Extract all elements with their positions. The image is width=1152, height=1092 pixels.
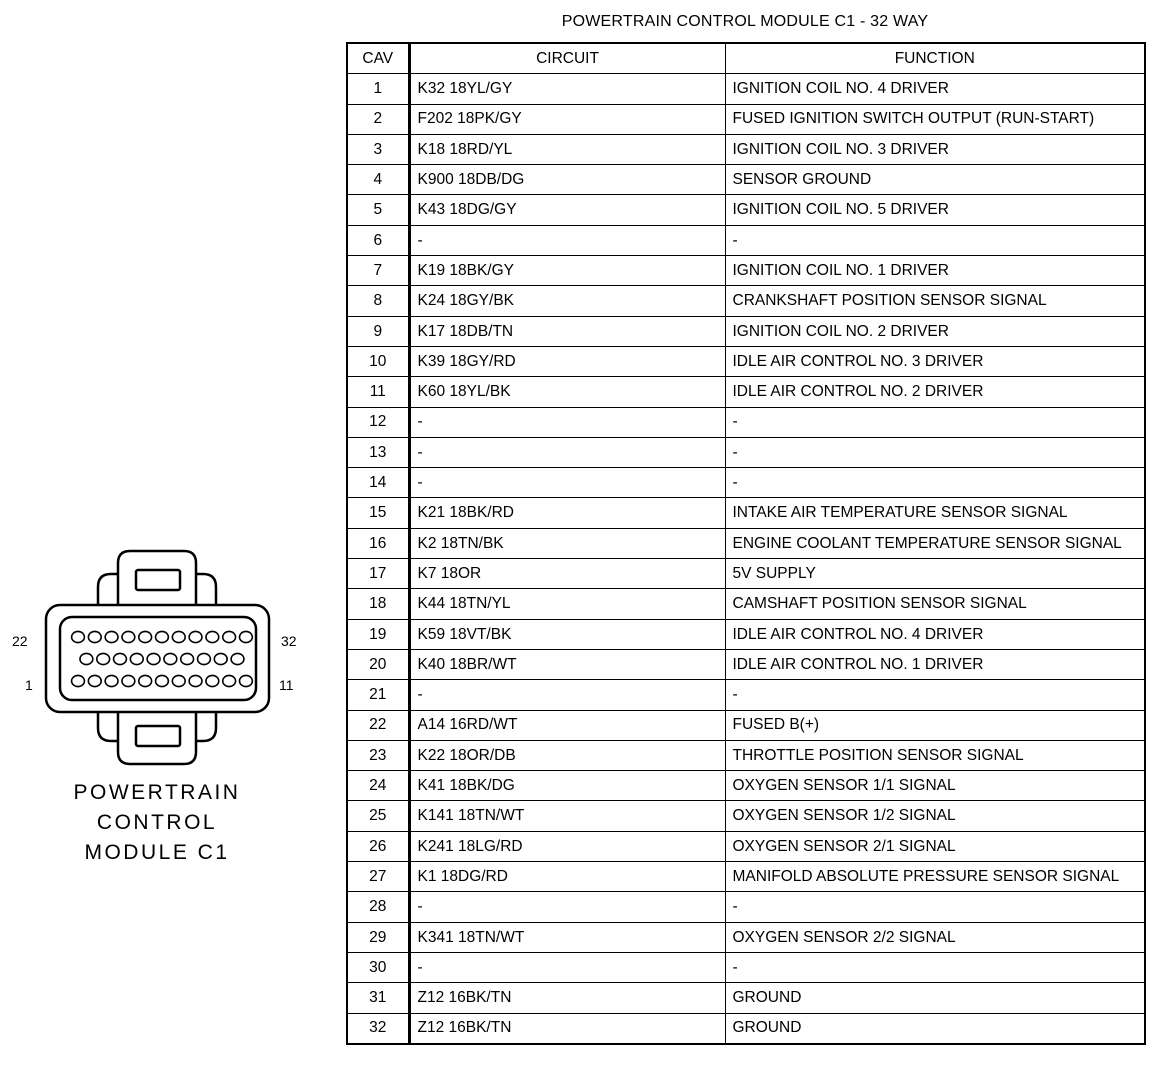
table-row bbox=[347, 710, 1145, 740]
connector-bottom-slot bbox=[136, 726, 180, 746]
cav-cell: 28 bbox=[347, 892, 409, 922]
table-row bbox=[347, 952, 1145, 982]
cav-cell: 5 bbox=[347, 195, 409, 225]
table-row bbox=[347, 771, 1145, 801]
table-row bbox=[347, 983, 1145, 1013]
connector-pin bbox=[164, 653, 177, 664]
cav-cell: 8 bbox=[347, 286, 409, 316]
connector-pin bbox=[231, 653, 244, 664]
table-row bbox=[347, 862, 1145, 892]
table-row bbox=[347, 104, 1145, 134]
cav-cell: 1 bbox=[347, 74, 409, 104]
table-row bbox=[347, 407, 1145, 437]
circuit-cell: - bbox=[409, 680, 725, 710]
connector-diagram bbox=[0, 530, 320, 775]
connector-top-latch bbox=[118, 551, 196, 605]
function-cell: CAMSHAFT POSITION SENSOR SIGNAL bbox=[725, 589, 1145, 619]
connector-pin bbox=[80, 653, 93, 664]
table-row bbox=[347, 922, 1145, 952]
cav-cell: 6 bbox=[347, 225, 409, 255]
cav-cell: 27 bbox=[347, 862, 409, 892]
function-cell: MANIFOLD ABSOLUTE PRESSURE SENSOR SIGNAL bbox=[725, 862, 1145, 892]
connector-caption bbox=[50, 778, 264, 868]
pinout-table bbox=[346, 42, 1146, 1045]
connector-pin bbox=[181, 653, 194, 664]
table-row bbox=[347, 256, 1145, 286]
pin-label-22: 22 bbox=[12, 633, 28, 649]
cav-cell: 22 bbox=[347, 710, 409, 740]
connector-pin bbox=[122, 675, 135, 686]
cav-cell: 2 bbox=[347, 104, 409, 134]
circuit-cell: F202 18PK/GY bbox=[409, 104, 725, 134]
table-row bbox=[347, 619, 1145, 649]
cav-cell: 12 bbox=[347, 407, 409, 437]
function-cell: - bbox=[725, 468, 1145, 498]
table-row bbox=[347, 831, 1145, 861]
table-row bbox=[347, 195, 1145, 225]
cav-cell: 30 bbox=[347, 952, 409, 982]
cav-cell: 23 bbox=[347, 740, 409, 770]
function-cell: FUSED IGNITION SWITCH OUTPUT (RUN-START) bbox=[725, 104, 1145, 134]
function-cell: SENSOR GROUND bbox=[725, 165, 1145, 195]
connector-bottom-latch bbox=[118, 712, 196, 764]
circuit-cell: K22 18OR/DB bbox=[409, 740, 725, 770]
table-row bbox=[347, 801, 1145, 831]
circuit-cell: - bbox=[409, 468, 725, 498]
table-row bbox=[347, 740, 1145, 770]
table-row bbox=[347, 377, 1145, 407]
connector-pin bbox=[223, 631, 236, 642]
circuit-cell: K141 18TN/WT bbox=[409, 801, 725, 831]
table-row bbox=[347, 649, 1145, 679]
circuit-cell: - bbox=[409, 437, 725, 467]
table-row bbox=[347, 286, 1145, 316]
connector-pin bbox=[172, 631, 185, 642]
circuit-cell: - bbox=[409, 892, 725, 922]
function-cell: IGNITION COIL NO. 4 DRIVER bbox=[725, 74, 1145, 104]
circuit-cell: K41 18BK/DG bbox=[409, 771, 725, 801]
cav-cell: 19 bbox=[347, 619, 409, 649]
connector-pin bbox=[172, 675, 185, 686]
circuit-cell: K44 18TN/YL bbox=[409, 589, 725, 619]
circuit-cell: K18 18RD/YL bbox=[409, 134, 725, 164]
function-cell: - bbox=[725, 680, 1145, 710]
connector-pin bbox=[189, 631, 202, 642]
connector-pin bbox=[189, 675, 202, 686]
circuit-cell: - bbox=[409, 407, 725, 437]
cav-cell: 4 bbox=[347, 165, 409, 195]
cav-cell: 21 bbox=[347, 680, 409, 710]
caption-line-2: CONTROL bbox=[96, 811, 218, 834]
connector-pin bbox=[122, 631, 135, 642]
function-cell: - bbox=[725, 407, 1145, 437]
function-cell: IDLE AIR CONTROL NO. 4 DRIVER bbox=[725, 619, 1145, 649]
caption-line-1: POWERTRAIN bbox=[73, 781, 241, 804]
function-cell: IGNITION COIL NO. 5 DRIVER bbox=[725, 195, 1145, 225]
function-cell: OXYGEN SENSOR 1/2 SIGNAL bbox=[725, 801, 1145, 831]
table-row bbox=[347, 1013, 1145, 1044]
function-cell: FUSED B(+) bbox=[725, 710, 1145, 740]
connector-pin bbox=[206, 631, 219, 642]
cav-cell: 18 bbox=[347, 589, 409, 619]
table-row bbox=[347, 134, 1145, 164]
cav-cell: 26 bbox=[347, 831, 409, 861]
cav-cell: 13 bbox=[347, 437, 409, 467]
function-cell: 5V SUPPLY bbox=[725, 559, 1145, 589]
connector-pins bbox=[72, 631, 253, 686]
function-cell: - bbox=[725, 225, 1145, 255]
connector-pin bbox=[214, 653, 227, 664]
connector-pin bbox=[223, 675, 236, 686]
connector-pin bbox=[156, 631, 169, 642]
cav-cell: 16 bbox=[347, 528, 409, 558]
pin-label-1: 1 bbox=[25, 677, 33, 693]
function-cell: - bbox=[725, 892, 1145, 922]
connector-pin bbox=[240, 631, 253, 642]
cav-cell: 20 bbox=[347, 649, 409, 679]
circuit-cell: K40 18BR/WT bbox=[409, 649, 725, 679]
cav-cell: 24 bbox=[347, 771, 409, 801]
connector-pin bbox=[130, 653, 143, 664]
connector-pin bbox=[198, 653, 211, 664]
circuit-cell: K1 18DG/RD bbox=[409, 862, 725, 892]
circuit-cell: K21 18BK/RD bbox=[409, 498, 725, 528]
table-row bbox=[347, 589, 1145, 619]
cav-cell: 7 bbox=[347, 256, 409, 286]
function-cell: ENGINE COOLANT TEMPERATURE SENSOR SIGNAL bbox=[725, 528, 1145, 558]
table-row bbox=[347, 437, 1145, 467]
circuit-cell: - bbox=[409, 225, 725, 255]
function-cell: OXYGEN SENSOR 2/1 SIGNAL bbox=[725, 831, 1145, 861]
function-cell: CRANKSHAFT POSITION SENSOR SIGNAL bbox=[725, 286, 1145, 316]
header-circuit: CIRCUIT bbox=[409, 43, 725, 74]
circuit-cell: K241 18LG/RD bbox=[409, 831, 725, 861]
circuit-cell: K17 18DB/TN bbox=[409, 316, 725, 346]
cav-cell: 29 bbox=[347, 922, 409, 952]
table-title: POWERTRAIN CONTROL MODULE C1 - 32 WAY bbox=[561, 13, 929, 30]
connector-pin bbox=[105, 675, 118, 686]
connector-pin bbox=[88, 631, 101, 642]
circuit-cell: - bbox=[409, 952, 725, 982]
cav-cell: 9 bbox=[347, 316, 409, 346]
connector-pin bbox=[240, 675, 253, 686]
cav-cell: 3 bbox=[347, 134, 409, 164]
connector-pin bbox=[72, 675, 85, 686]
connector-pin bbox=[88, 675, 101, 686]
circuit-cell: A14 16RD/WT bbox=[409, 710, 725, 740]
function-cell: OXYGEN SENSOR 2/2 SIGNAL bbox=[725, 922, 1145, 952]
circuit-cell: K59 18VT/BK bbox=[409, 619, 725, 649]
cav-cell: 15 bbox=[347, 498, 409, 528]
function-cell: IDLE AIR CONTROL NO. 1 DRIVER bbox=[725, 649, 1145, 679]
connector-pin bbox=[139, 675, 152, 686]
table-row bbox=[347, 468, 1145, 498]
connector-pin bbox=[156, 675, 169, 686]
cav-cell: 25 bbox=[347, 801, 409, 831]
function-cell: OXYGEN SENSOR 1/1 SIGNAL bbox=[725, 771, 1145, 801]
table-row bbox=[347, 346, 1145, 376]
cav-cell: 10 bbox=[347, 346, 409, 376]
table-row bbox=[347, 74, 1145, 104]
function-cell: THROTTLE POSITION SENSOR SIGNAL bbox=[725, 740, 1145, 770]
circuit-cell: Z12 16BK/TN bbox=[409, 983, 725, 1013]
pin-label-32: 32 bbox=[281, 633, 297, 649]
circuit-cell: K341 18TN/WT bbox=[409, 922, 725, 952]
circuit-cell: K32 18YL/GY bbox=[409, 74, 725, 104]
function-cell: IGNITION COIL NO. 3 DRIVER bbox=[725, 134, 1145, 164]
connector-pin bbox=[139, 631, 152, 642]
connector-pin bbox=[206, 675, 219, 686]
table-row bbox=[347, 892, 1145, 922]
connector-pin bbox=[97, 653, 110, 664]
function-cell: IDLE AIR CONTROL NO. 3 DRIVER bbox=[725, 346, 1145, 376]
header-cav: CAV bbox=[347, 43, 409, 74]
connector-pin bbox=[114, 653, 127, 664]
function-cell: IGNITION COIL NO. 2 DRIVER bbox=[725, 316, 1145, 346]
cav-cell: 11 bbox=[347, 377, 409, 407]
function-cell: IDLE AIR CONTROL NO. 2 DRIVER bbox=[725, 377, 1145, 407]
connector-top-slot bbox=[136, 570, 180, 590]
cav-cell: 14 bbox=[347, 468, 409, 498]
function-cell: - bbox=[725, 437, 1145, 467]
function-cell: GROUND bbox=[725, 1013, 1145, 1044]
circuit-cell: K7 18OR bbox=[409, 559, 725, 589]
circuit-cell: K39 18GY/RD bbox=[409, 346, 725, 376]
function-cell: IGNITION COIL NO. 1 DRIVER bbox=[725, 256, 1145, 286]
table-row bbox=[347, 528, 1145, 558]
cav-cell: 32 bbox=[347, 1013, 409, 1044]
caption-line-3: MODULE C1 bbox=[84, 841, 230, 864]
table-row bbox=[347, 498, 1145, 528]
table-row bbox=[347, 559, 1145, 589]
table-body bbox=[347, 74, 1145, 1044]
table-row bbox=[347, 316, 1145, 346]
table-header-row bbox=[347, 43, 1145, 74]
header-function: FUNCTION bbox=[725, 43, 1145, 74]
circuit-cell: Z12 16BK/TN bbox=[409, 1013, 725, 1044]
circuit-cell: K19 18BK/GY bbox=[409, 256, 725, 286]
circuit-cell: K900 18DB/DG bbox=[409, 165, 725, 195]
function-cell: GROUND bbox=[725, 983, 1145, 1013]
circuit-cell: K60 18YL/BK bbox=[409, 377, 725, 407]
function-cell: INTAKE AIR TEMPERATURE SENSOR SIGNAL bbox=[725, 498, 1145, 528]
circuit-cell: K24 18GY/BK bbox=[409, 286, 725, 316]
table-row bbox=[347, 165, 1145, 195]
pin-label-11: 11 bbox=[279, 677, 294, 693]
circuit-cell: K2 18TN/BK bbox=[409, 528, 725, 558]
table-row bbox=[347, 680, 1145, 710]
connector-pin bbox=[105, 631, 118, 642]
function-cell: - bbox=[725, 952, 1145, 982]
table-row bbox=[347, 225, 1145, 255]
cav-cell: 17 bbox=[347, 559, 409, 589]
connector-pin bbox=[147, 653, 160, 664]
cav-cell: 31 bbox=[347, 983, 409, 1013]
connector-pin bbox=[72, 631, 85, 642]
circuit-cell: K43 18DG/GY bbox=[409, 195, 725, 225]
